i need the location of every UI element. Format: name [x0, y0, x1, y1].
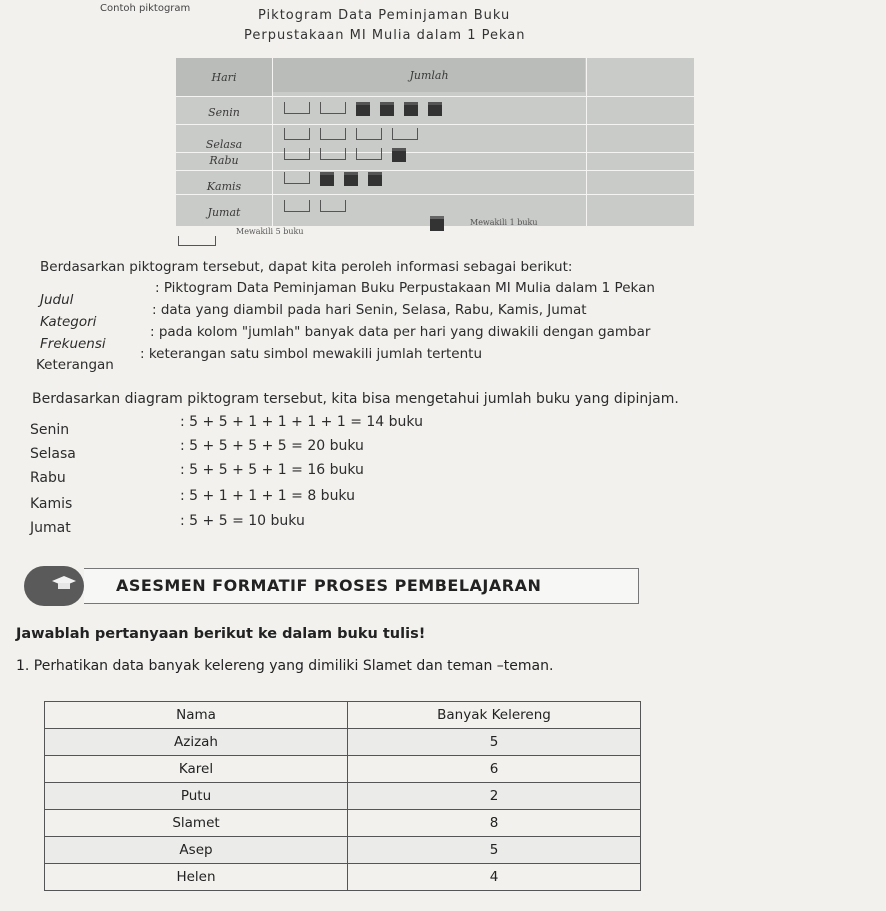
table-row — [45, 837, 641, 864]
pictogram-symbols-jumat — [284, 200, 346, 212]
calc-day-rabu: Rabu — [30, 470, 66, 486]
calc-day-kamis: Kamis — [30, 496, 73, 512]
table-cell-nama: Karel — [45, 756, 348, 783]
legend-five-icon — [178, 236, 216, 246]
info-label-kategori: Kategori — [40, 314, 97, 330]
calc-day-selasa: Selasa — [30, 446, 76, 462]
contoh-label: Contoh piktogram — [100, 3, 191, 14]
pictogram-day-senin: Senin — [208, 106, 240, 119]
table-cell-kelereng: 6 — [348, 756, 641, 783]
pictogram-header-jumlah: Jumlah — [273, 58, 585, 92]
pictogram-symbols-senin — [284, 102, 442, 116]
calc-expr-senin: : 5 + 5 + 1 + 1 + 1 + 1 = 14 buku — [180, 414, 423, 430]
legend-five-label: Mewakili 5 buku — [236, 227, 304, 236]
table-cell-kelereng: 5 — [348, 837, 641, 864]
calc-intro: Berdasarkan diagram piktogram tersebut, kita bisa mengetahui jumlah buku yang dipinjam. — [32, 391, 679, 407]
table-cell-kelereng: 2 — [348, 783, 641, 810]
legend-one-label: Mewakili 1 buku — [470, 218, 538, 227]
pictogram-header-hari: Hari — [176, 58, 272, 96]
pictogram-table — [176, 58, 694, 226]
table-cell-nama: Slamet — [45, 810, 348, 837]
pictogram-day-jumat: Jumat — [207, 206, 241, 219]
info-value-judul: : Piktogram Data Peminjaman Buku Perpustakaan MI Mulia dalam 1 Pekan — [155, 280, 655, 296]
pictogram-day-kamis: Kamis — [206, 180, 242, 193]
table-header-kelereng: Banyak Kelereng — [348, 702, 641, 729]
info-value-keterangan: : keterangan satu simbol mewakili jumlah tertentu — [140, 346, 483, 362]
kelereng-table — [44, 701, 641, 891]
instruction-text: Jawablah pertanyaan berikut ke dalam buku tulis! — [16, 626, 426, 642]
table-cell-kelereng: 4 — [348, 864, 641, 891]
graduation-cap-icon — [24, 566, 84, 606]
table-row — [45, 810, 641, 837]
info-label-frekuensi: Frekuensi — [40, 336, 106, 352]
pictogram-symbols-kamis — [284, 172, 382, 186]
info-intro: Berdasarkan piktogram tersebut, dapat kita peroleh informasi sebagai berikut: — [40, 259, 573, 275]
calc-expr-kamis: : 5 + 1 + 1 + 1 = 8 buku — [180, 488, 355, 504]
calc-day-jumat: Jumat — [30, 520, 71, 536]
info-label-keterangan: Keterangan — [36, 357, 114, 373]
table-row — [45, 783, 641, 810]
table-header-nama: Nama — [45, 702, 348, 729]
table-cell-nama: Helen — [45, 864, 348, 891]
calc-expr-selasa: : 5 + 5 + 5 + 5 = 20 buku — [180, 438, 364, 454]
pictogram-title: Piktogram Data Peminjaman Buku — [258, 8, 511, 23]
table-cell-kelereng: 5 — [348, 729, 641, 756]
pictogram-symbols-selasa — [284, 128, 418, 140]
pictogram-symbols-rabu — [284, 148, 406, 162]
calc-day-senin: Senin — [30, 422, 70, 438]
table-header-row — [45, 702, 641, 729]
table-cell-nama: Asep — [45, 837, 348, 864]
calc-expr-rabu: : 5 + 5 + 5 + 1 = 16 buku — [180, 462, 364, 478]
pictogram-day-rabu: Rabu — [209, 154, 239, 167]
question-1: 1. Perhatikan data banyak kelereng yang dimiliki Slamet dan teman –teman. — [16, 658, 554, 674]
table-cell-nama: Putu — [45, 783, 348, 810]
info-label-judul: Judul — [40, 292, 74, 308]
asesmen-banner — [24, 566, 638, 606]
table-cell-kelereng: 8 — [348, 810, 641, 837]
legend-one-icon — [430, 216, 444, 231]
info-value-frekuensi: : pada kolom "jumlah" banyak data per hari yang diwakili dengan gambar — [150, 324, 651, 340]
pictogram-subtitle: Perpustakaan MI Mulia dalam 1 Pekan — [244, 28, 526, 43]
info-value-kategori: : data yang diambil pada hari Senin, Selasa, Rabu, Kamis, Jumat — [152, 302, 587, 318]
table-row — [45, 729, 641, 756]
table-row — [45, 756, 641, 783]
banner-title: ASESMEN FORMATIF PROSES PEMBELAJARAN — [116, 576, 542, 595]
table-cell-nama: Azizah — [45, 729, 348, 756]
calc-expr-jumat: : 5 + 5 = 10 buku — [180, 513, 305, 529]
table-row — [45, 864, 641, 891]
pictogram-day-selasa: Selasa — [205, 138, 243, 151]
